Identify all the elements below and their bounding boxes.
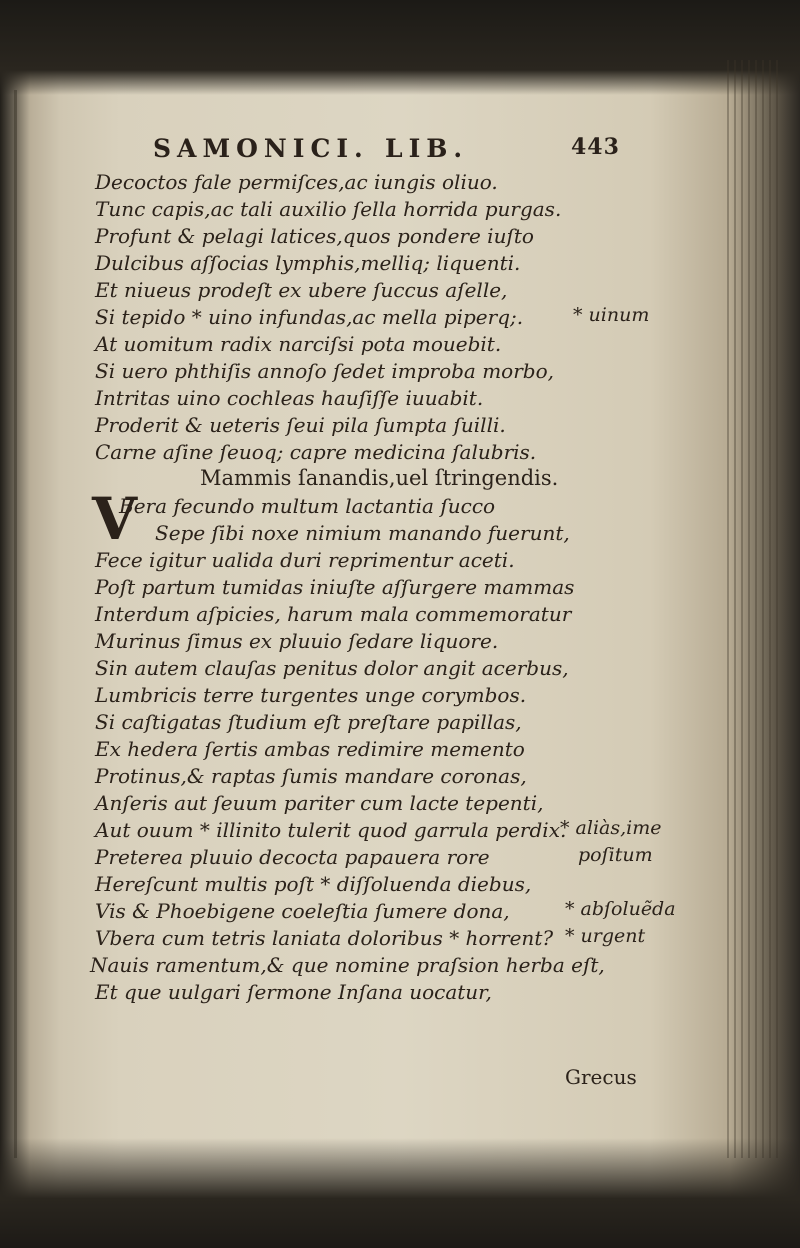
text-line: Si caſtigatas ſtudium eſt preſtare papillas, xyxy=(95,710,522,734)
running-title: SAMONICI. xyxy=(153,134,369,163)
text-line: Tunc capis,ac tali auxilio ſella horrida purgas. xyxy=(95,197,562,221)
text-line: Carne aſine ſeuoq; capre medicina ſalubris. xyxy=(95,440,537,464)
margin-note: * uinum xyxy=(573,304,650,326)
text-line: Ex hedera ſertis ambas redimire memento xyxy=(95,737,525,761)
bottom-shadow xyxy=(0,1138,800,1248)
book-label: LIB. xyxy=(385,134,469,163)
text-line: Vis & Phoebigene coeleſtia ſumere dona, xyxy=(95,899,510,923)
text-line: Anſeris aut ſeuum pariter cum lacte tepenti, xyxy=(95,791,544,815)
margin-note: poſitum xyxy=(578,844,653,866)
text-line: At uomitum radix narciſsi pota mouebit. xyxy=(95,332,502,356)
text-line: Interdum aſpicies, harum mala commemoratur xyxy=(95,602,572,626)
binding-edge xyxy=(14,90,17,1158)
page-number: 443 xyxy=(571,134,620,160)
text-line: Et que uulgari ſermone Inſana uocatur, xyxy=(95,980,492,1004)
text-line: Protinus,& raptas ſumis mandare coronas, xyxy=(95,764,527,788)
section-heading: Mammis ſanandis,uel ſtringendis. xyxy=(200,466,559,490)
text-line: Sin autem clauſas penitus dolor angit acerbus, xyxy=(95,656,569,680)
text-line: Si uero phthiſis annoſo ſedet improba morbo, xyxy=(95,359,554,383)
text-line: Lumbricis terre turgentes unge corymbos. xyxy=(95,683,527,707)
margin-note: * urgent xyxy=(565,925,646,947)
text-line: Poſt partum tumidas iniuſte aſſurgere mammas xyxy=(95,575,575,599)
text-line: Intritas uino cochleas hauſiſſe iuuabit. xyxy=(95,386,484,410)
text-line: Proderit & ueteris ſeui pila ſumpta ſuilli. xyxy=(95,413,506,437)
text-line: Et niueus prodeſt ex ubere ſuccus aſelle, xyxy=(95,278,508,302)
text-line: Sepe ſibi noxe nimium manando fuerunt, xyxy=(155,521,570,545)
catchword: Grecus xyxy=(565,1065,637,1089)
text-line: Aut ouum * illinito tulerit quod garrula perdix. xyxy=(95,818,567,842)
text-line: Preterea pluuio decocta papauera rore xyxy=(95,845,490,869)
drop-cap: V xyxy=(92,485,138,553)
text-line: Nauis ramentum,& que nomine praſsion herba eſt, xyxy=(90,953,605,977)
text-line: Decoctos fale permiſces,ac iungis oliuo. xyxy=(95,170,498,194)
page-edges xyxy=(727,60,782,1158)
margin-note: * abſoluẽda xyxy=(565,898,676,920)
text-line: Fece igitur ualida duri reprimentur aceti. xyxy=(95,548,515,572)
text-line: Vbera cum tetris laniata doloribus * horrent? xyxy=(95,926,554,950)
running-header xyxy=(153,134,713,168)
text-line: Dulcibus aſſocias lymphis,melliq; liquenti. xyxy=(95,251,521,275)
text-line: Profunt & pelagi latices,quos pondere iuſto xyxy=(95,224,534,248)
text-line: Si tepido * uino infundas,ac mella piperq;. xyxy=(95,305,524,329)
text-line: Murinus ſimus ex pluuio ſedare liquore. xyxy=(95,629,499,653)
text-line: Hereſcunt multis poſt * diſſoluenda diebus, xyxy=(95,872,532,896)
margin-note: * aliàs,ime xyxy=(560,817,662,839)
text-line: Bera fecundo multum lactantia ſucco xyxy=(119,494,496,518)
